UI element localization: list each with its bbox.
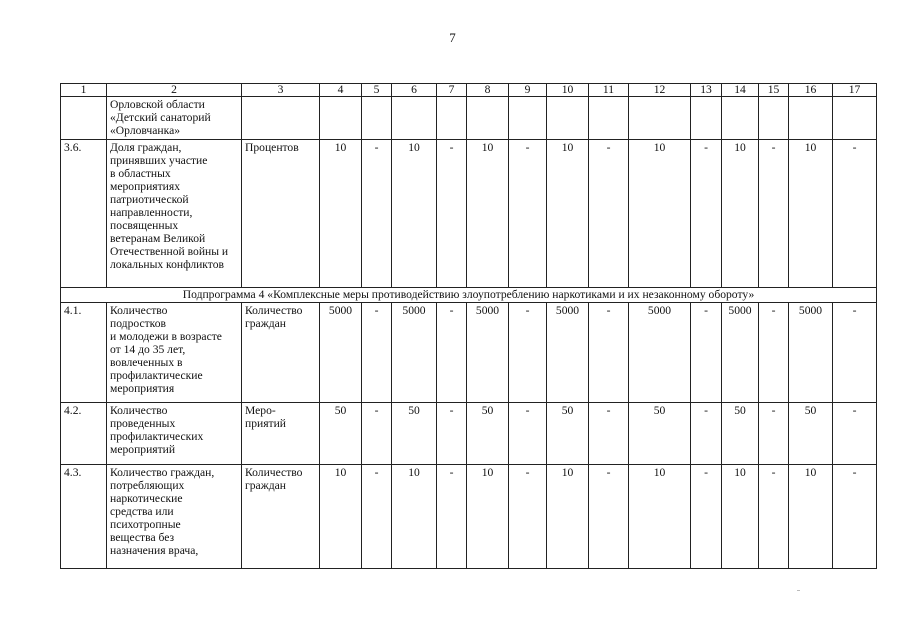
value-cell	[509, 97, 547, 140]
value-cell: -	[759, 403, 789, 465]
value-cell: -	[509, 303, 547, 403]
value-cell: -	[833, 403, 877, 465]
indicators-table	[60, 83, 877, 569]
table-row-4-3	[61, 465, 877, 569]
value-cell: 10	[629, 465, 691, 569]
table-row-continuation	[61, 97, 877, 140]
value-cell: 5000	[392, 303, 437, 403]
header-cell: 6	[392, 84, 437, 97]
value-cell: -	[362, 465, 392, 569]
row-indicator-name: Орловской области «Детский санаторий «Орловчанка»	[107, 97, 242, 140]
value-cell: 5000	[547, 303, 589, 403]
value-cell	[547, 97, 589, 140]
header-cell: 15	[759, 84, 789, 97]
table-row-4-2	[61, 403, 877, 465]
value-cell: -	[437, 303, 467, 403]
value-cell: -	[833, 465, 877, 569]
value-cell: -	[691, 403, 722, 465]
value-cell: 5000	[789, 303, 833, 403]
value-cell: -	[833, 140, 877, 288]
row-code: 4.2.	[61, 403, 107, 465]
value-cell: -	[362, 140, 392, 288]
table-header-row	[61, 84, 877, 97]
header-cell: 16	[789, 84, 833, 97]
value-cell: -	[759, 140, 789, 288]
row-unit: Количество граждан	[242, 303, 320, 403]
value-cell: 10	[722, 140, 759, 288]
value-cell: 10	[629, 140, 691, 288]
row-unit: Процентов	[242, 140, 320, 288]
value-cell	[759, 97, 789, 140]
value-cell: -	[437, 140, 467, 288]
value-cell	[437, 97, 467, 140]
value-cell: 10	[320, 140, 362, 288]
value-cell: 10	[547, 465, 589, 569]
value-cell: -	[691, 140, 722, 288]
value-cell: 50	[320, 403, 362, 465]
value-cell: 10	[789, 140, 833, 288]
table-row-3-6	[61, 140, 877, 288]
value-cell	[467, 97, 509, 140]
value-cell: 10	[547, 140, 589, 288]
header-cell: 17	[833, 84, 877, 97]
header-cell: 13	[691, 84, 722, 97]
value-cell: -	[437, 465, 467, 569]
header-cell: 14	[722, 84, 759, 97]
value-cell: 50	[629, 403, 691, 465]
value-cell: -	[833, 303, 877, 403]
value-cell: -	[589, 140, 629, 288]
row-code: 4.1.	[61, 303, 107, 403]
row-indicator-name: Доля граждан, принявших участие в областных мероприятиях патриотической направленности, посвященных ветеранам Великой Отечественной войны и локальных конфликтов	[107, 140, 242, 288]
header-cell: 7	[437, 84, 467, 97]
row-unit: Меро- приятий	[242, 403, 320, 465]
header-cell: 5	[362, 84, 392, 97]
value-cell: 5000	[629, 303, 691, 403]
value-cell: -	[589, 403, 629, 465]
subprogram-title: Подпрограмма 4 «Комплексные меры противодействию злоупотреблению наркотиками и их незаконному обороту»	[61, 288, 877, 303]
value-cell: 50	[789, 403, 833, 465]
value-cell: 10	[392, 140, 437, 288]
header-cell: 2	[107, 84, 242, 97]
value-cell: 5000	[320, 303, 362, 403]
row-indicator-name: Количество граждан, потребляющих наркотические средства или психотропные вещества без назначения врача,	[107, 465, 242, 569]
value-cell: 5000	[722, 303, 759, 403]
value-cell	[392, 97, 437, 140]
header-cell: 8	[467, 84, 509, 97]
value-cell: -	[509, 465, 547, 569]
value-cell: 50	[467, 403, 509, 465]
value-cell: -	[691, 465, 722, 569]
value-cell: 10	[467, 140, 509, 288]
page-number: 7	[449, 30, 456, 45]
value-cell: -	[437, 403, 467, 465]
header-cell: 3	[242, 84, 320, 97]
value-cell: -	[509, 140, 547, 288]
value-cell: 10	[467, 465, 509, 569]
header-cell: 11	[589, 84, 629, 97]
value-cell	[691, 97, 722, 140]
value-cell: -	[362, 403, 392, 465]
value-cell: 10	[392, 465, 437, 569]
value-cell	[722, 97, 759, 140]
row-unit: Количество граждан	[242, 465, 320, 569]
value-cell: -	[509, 403, 547, 465]
value-cell: -	[362, 303, 392, 403]
value-cell	[833, 97, 877, 140]
header-cell: 1	[61, 84, 107, 97]
value-cell: -	[589, 303, 629, 403]
value-cell	[320, 97, 362, 140]
value-cell	[589, 97, 629, 140]
value-cell: 5000	[467, 303, 509, 403]
value-cell: -	[691, 303, 722, 403]
row-indicator-name: Количество подростков и молодежи в возрасте от 14 до 35 лет, вовлеченных в профилактические мероприятия	[107, 303, 242, 403]
row-code: 3.6.	[61, 140, 107, 288]
value-cell: 50	[722, 403, 759, 465]
subprogram-heading-row	[61, 288, 877, 303]
row-unit	[242, 97, 320, 140]
header-cell: 9	[509, 84, 547, 97]
scan-speck	[797, 590, 800, 591]
header-cell: 4	[320, 84, 362, 97]
header-cell: 12	[629, 84, 691, 97]
row-code: 4.3.	[61, 465, 107, 569]
value-cell: -	[589, 465, 629, 569]
table-row-4-1	[61, 303, 877, 403]
value-cell: 50	[547, 403, 589, 465]
value-cell: 50	[392, 403, 437, 465]
value-cell: 10	[320, 465, 362, 569]
header-cell: 10	[547, 84, 589, 97]
value-cell: 10	[789, 465, 833, 569]
value-cell	[629, 97, 691, 140]
value-cell	[362, 97, 392, 140]
value-cell: -	[759, 465, 789, 569]
value-cell: 10	[722, 465, 759, 569]
value-cell: -	[759, 303, 789, 403]
value-cell	[789, 97, 833, 140]
row-code	[61, 97, 107, 140]
row-indicator-name: Количество проведенных профилактических мероприятий	[107, 403, 242, 465]
